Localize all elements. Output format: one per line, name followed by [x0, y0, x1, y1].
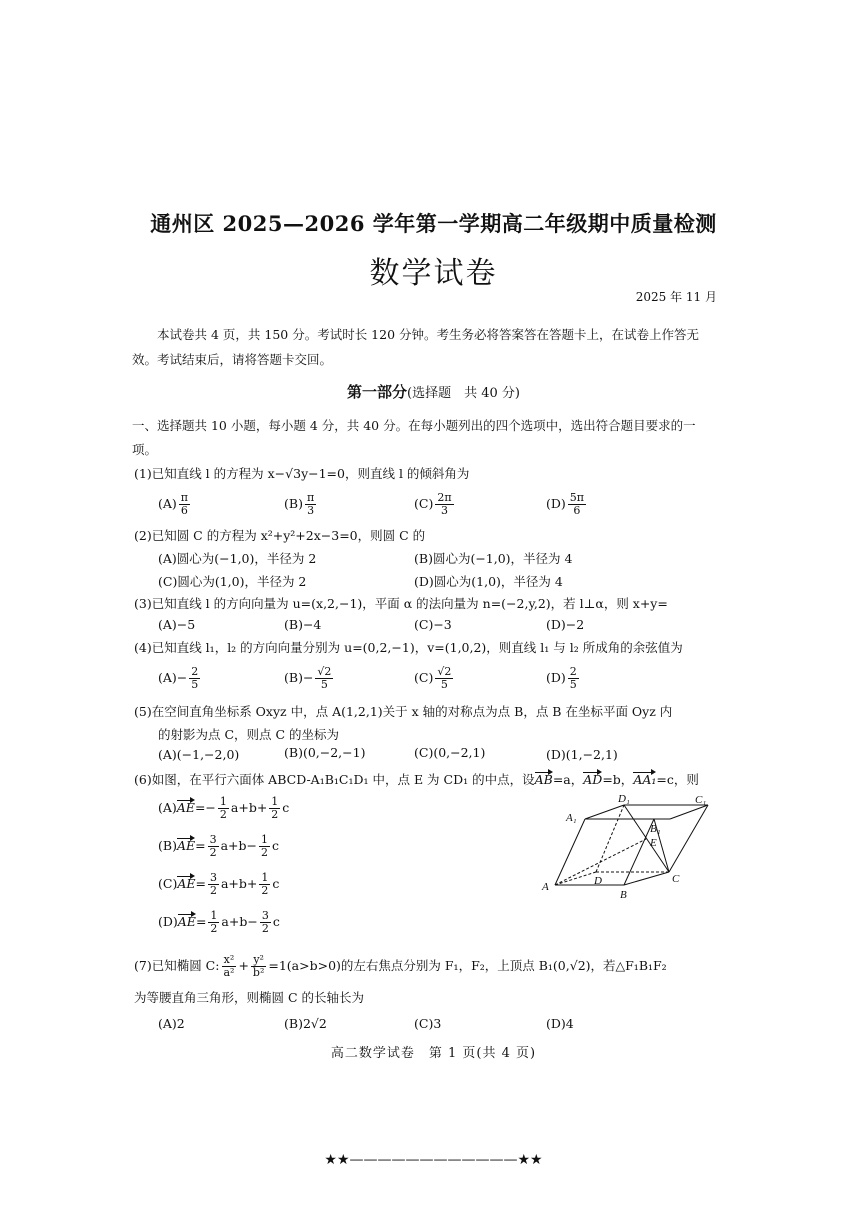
q3-option-b: (B)−4 [284, 617, 322, 632]
q4-d-label: (D) [546, 670, 566, 685]
q3-option-a: (A)−5 [158, 617, 196, 632]
q4-a-num: 2 [191, 665, 199, 678]
q7-frac2-den: b² [252, 966, 265, 979]
q1-d-num: 5π [569, 491, 585, 504]
q4-d-num: 2 [569, 665, 577, 678]
q2-stem: (2)已知圆 C 的方程为 x²+y²+2x−3=0，则圆 C 的 [134, 528, 426, 543]
q7-stem-part2: =1(a>b>0)的左右焦点分别为 F₁，F₂，上顶点 B₁(0,√2)，若△F₁B₁F₂ [268, 958, 667, 973]
edge-a1-d1 [585, 805, 624, 819]
parallelepiped-figure [538, 792, 718, 902]
q6-b-f2d: 2 [261, 846, 268, 859]
q4-b-num: √2 [317, 665, 332, 678]
q4-option-c [414, 666, 455, 691]
q5-option-a: (A)(−1,−2,0) [158, 747, 240, 762]
q6-d-ae: AE [177, 914, 196, 929]
q6-option-a [158, 796, 289, 821]
q6-c-label: (C) [158, 876, 178, 891]
q6-d-f1n: 1 [210, 909, 218, 922]
q6-a-ae: AE [176, 800, 195, 815]
section-instruction: 一、选择题共 10 小题，每小题 4 分，共 40 分。在每小题列出的四个选项中，选出符合题目要求的一项。 [132, 418, 696, 457]
q7-option-b: (B)2√2 [284, 1016, 327, 1031]
q1-option-b [284, 492, 318, 517]
q6-vector-aa1: AA₁ [633, 772, 657, 787]
q4-c-num: √2 [437, 665, 452, 678]
q5-option-c: (C)(0,−2,1) [414, 745, 486, 760]
exam-title: 通州区 2025—2026 学年第一学期高二年级期中质量检测 [150, 211, 717, 236]
q1-b-den: 3 [307, 504, 315, 517]
q7-frac1-den: a² [223, 966, 235, 979]
section-note: (选择题 共 40 分) [407, 386, 520, 401]
q4-d-den: 5 [569, 678, 577, 691]
q4-c-label: (C) [414, 670, 434, 685]
q7-option-c: (C)3 [414, 1016, 442, 1031]
q2-option-b: (B)圆心为(−1,0)，半径为 4 [414, 551, 573, 566]
q5-stem: (5)在空间直角坐标系 Oxyz 中，点 A(1,2,1)关于 x 轴的对称点为点 B，点 B 在坐标平面 Oyz 内 [134, 704, 673, 719]
q6-b-expr1: = [195, 838, 206, 853]
edge-a-d [555, 872, 596, 885]
label-b1: B₁ [650, 823, 661, 835]
label-a: A [542, 881, 549, 893]
q1-b-num: π [306, 491, 315, 504]
q4-option-a [158, 666, 202, 691]
section-title: 第一部分 [347, 383, 408, 401]
q6-b-expr3: c [272, 838, 280, 853]
q6-b-ae: AE [176, 838, 196, 853]
edge-b-c [624, 872, 669, 885]
q5-option-b: (B)(0,−2,−1) [284, 745, 366, 760]
q6-c-f2d: 2 [261, 884, 269, 897]
q6-option-b [158, 834, 279, 859]
edge-a-a1 [555, 819, 585, 885]
q6-d-f1d: 2 [210, 922, 218, 935]
q6-a-expr3: c [282, 800, 290, 815]
q6-option-c [158, 872, 279, 897]
q4-b-den: 5 [320, 678, 328, 691]
label-d: D [594, 875, 602, 887]
label-c: C [672, 873, 680, 885]
label-d1: D₁ [618, 793, 630, 805]
q1-c-label: (C) [414, 496, 434, 511]
q6-stem-tail-a: =a， [552, 772, 584, 787]
q6-vector-ad: AD [583, 772, 603, 787]
q3-option-d: (D)−2 [546, 617, 585, 632]
q1-a-den: 6 [180, 504, 188, 517]
q4-option-d [546, 666, 581, 691]
q6-vector-ab: AB [534, 772, 553, 787]
label-c1: C₁ [695, 794, 707, 806]
q6-a-f1d: 2 [219, 808, 227, 821]
q1-d-den: 6 [573, 504, 581, 517]
q1-option-c [414, 492, 456, 517]
q6-b-expr2: a+b− [220, 838, 257, 853]
q6-b-label: (B) [158, 838, 177, 853]
q6-a-f2d: 2 [271, 808, 279, 821]
q6-b-f1n: 3 [209, 833, 217, 846]
q1-a-num: π [180, 491, 189, 504]
q1-c-den: 3 [440, 504, 448, 517]
q1-a-label: (A) [158, 496, 177, 511]
q3-option-c: (C)−3 [414, 617, 452, 632]
q6-b-f1d: 2 [209, 846, 217, 859]
q7-frac2-num: y² [253, 953, 264, 966]
q6-d-f2d: 2 [261, 922, 269, 935]
q1-c-num: 2π [437, 491, 452, 504]
q4-option-b [284, 666, 335, 691]
q6-a-expr2: a+b+ [230, 800, 268, 815]
q6-a-f2n: 1 [271, 795, 279, 808]
q6-d-expr3: c [272, 914, 280, 929]
q5-option-d: (D)(1,−2,1) [546, 747, 618, 762]
q2-option-a: (A)圆心为(−1,0)，半径为 2 [158, 551, 317, 566]
q4-a-den: 5 [191, 678, 199, 691]
label-b: B [620, 889, 627, 901]
q7-stem [134, 954, 667, 979]
q6-a-expr1: =− [194, 800, 216, 815]
q6-c-expr2: a+b+ [220, 876, 258, 891]
exam-intro: 本试卷共 4 页，共 150 分。考试时长 120 分钟。考生务必将答案答在答题卡上，在试卷上作答无效。考试结束后，请将答题卡交回。 [132, 327, 700, 367]
q6-d-expr2: a+b− [221, 914, 258, 929]
label-a1: A₁ [566, 812, 577, 824]
label-e: E [650, 837, 657, 849]
q6-stem-text: (6)如图，在平行六面体 ABCD-A₁B₁C₁D₁ 中，点 E 为 CD₁ 的中点，设 [134, 772, 535, 787]
q5-stem-line2: 的射影为点 C，则点 C 的坐标为 [158, 727, 340, 742]
q6-d-expr1: = [195, 914, 207, 929]
q4-a-label: (A)− [158, 670, 188, 685]
segment-d1-c [624, 805, 669, 872]
q1-d-label: (D) [546, 496, 566, 511]
q6-c-expr1: = [195, 876, 206, 891]
q1-stem: (1)已知直线 l 的方程为 x−√3y−1=0，则直线 l 的倾斜角为 [134, 466, 470, 481]
q1-option-d [546, 492, 588, 517]
q6-stem-tail-c: =c，则 [656, 772, 699, 787]
q6-c-f1d: 2 [209, 884, 217, 897]
q6-c-ae: AE [177, 876, 196, 891]
edge-c-c1 [669, 805, 708, 872]
figure-lines [555, 805, 708, 885]
q6-d-f2n: 3 [261, 909, 269, 922]
q6-c-f2n: 1 [261, 871, 269, 884]
q4-c-den: 5 [440, 678, 448, 691]
q3-stem: (3)已知直线 l 的方向向量为 u=(x,2,−1)，平面 α 的法向量为 n=(−2,y,2)，若 l⊥α，则 x+y= [134, 596, 668, 611]
q7-option-a: (A)2 [158, 1016, 185, 1031]
q2-option-d: (D)圆心为(1,0)，半径为 4 [414, 574, 563, 589]
q6-c-expr3: c [272, 876, 280, 891]
q7-frac1-num: x² [223, 953, 235, 966]
q6-stem-tail-b: =b， [602, 772, 634, 787]
q7-stem-part1: (7)已知椭圆 C: [134, 958, 220, 973]
q4-b-label: (B)− [284, 670, 314, 685]
q7-plus: + [238, 958, 249, 973]
q7-stem-line2: 为等腰直角三角形，则椭圆 C 的长轴长为 [134, 990, 365, 1005]
q6-b-f2n: 1 [261, 833, 268, 846]
q1-b-label: (B) [284, 496, 303, 511]
q1-option-a [158, 492, 192, 517]
q6-d-label: (D) [158, 914, 178, 929]
exam-subtitle: 数学试卷 [369, 256, 498, 291]
q6-c-f1n: 3 [209, 871, 217, 884]
q6-a-f1n: 1 [219, 795, 227, 808]
decorative-stars: ★★————————————★★ [324, 1152, 543, 1168]
q6-stem [134, 770, 699, 788]
q4-stem: (4)已知直线 l₁，l₂ 的方向向量分别为 u=(0,2,−1)，v=(1,0,2)，则直线 l₁ 与 l₂ 所成角的余弦值为 [134, 640, 683, 655]
edge-c1-b1 [670, 805, 708, 819]
q6-option-d [158, 910, 280, 935]
q7-option-d: (D)4 [546, 1016, 574, 1031]
section-heading [0, 381, 867, 402]
q6-a-label: (A) [158, 800, 177, 815]
q2-option-c: (C)圆心为(1,0)，半径为 2 [158, 574, 307, 589]
page-footer: 高二数学试卷 第 1 页(共 4 页) [330, 1046, 537, 1061]
exam-date: 2025 年 11 月 [635, 290, 717, 304]
